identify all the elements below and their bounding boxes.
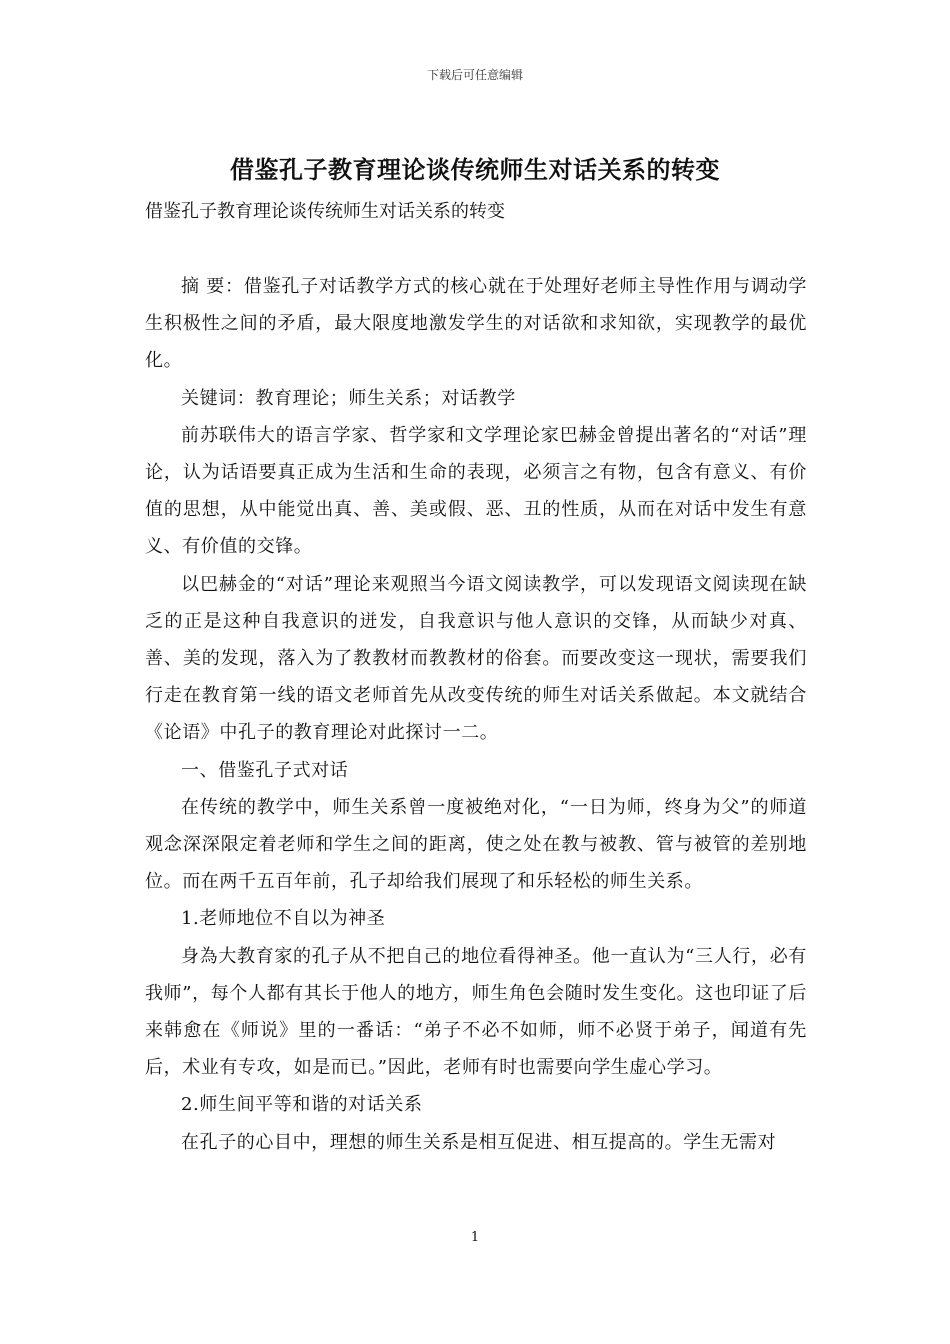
body-paragraph: 在传统的教学中，师生关系曾一度被绝对化，“一日为师，终身为父”的师道观念深深限定着老师和学生之间的距离，使之处在教与被教、管与被管的差别地位。而在两千五百年前，孔子却给我们展现了和乐轻松的师生关系。 — [145, 796, 807, 893]
document-subtitle: 借鉴孔子教育理论谈传统师生对话关系的转变 — [145, 201, 505, 222]
subsection-heading: 2.师生间平等和谐的对话关系 — [181, 1094, 423, 1116]
subsection-heading: 1.老师地位不自以为神圣 — [181, 908, 386, 930]
body-paragraph: 身為大教育家的孔子从不把自己的地位看得神圣。他一直认为“三人行，必有我师”，每个人都有其长于他人的地方，师生角色会随时发生变化。这也印证了后来韩愈在《师说》里的一番话：“弟子不必不如师，师不必贤于弟子，闻道有先后，术业有专攻，如是而已。”因此，老师有时也需要向学生虚心学习。 — [145, 945, 807, 1079]
section-heading: 一、借鉴孔子式对话 — [181, 759, 349, 781]
document-body — [145, 268, 807, 1161]
header-note: 下载后可任意编辑 — [426, 68, 523, 82]
page-number: 1 — [470, 1230, 480, 1245]
body-paragraph: 在孔子的心目中，理想的师生关系是相互促进、相互提高的。学生无需对 — [181, 1131, 777, 1153]
body-paragraph: 以巴赫金的“对话”理论来观照当今语文阅读教学，可以发现语文阅读现在缺乏的正是这种自我意识的迸发，自我意识与他人意识的交锋，从而缺少对真、善、美的发现，落入为了教教材而教教材的俗套。而要改变这一现状，需要我们行走在教育第一线的语文老师首先从改变传统的师生对话关系做起。本文就结合《论语》中孔子的教育理论对此探讨一二。 — [145, 573, 807, 744]
keywords-paragraph: 关键词：教育理论；师生关系；对话教学 — [181, 387, 516, 409]
body-paragraph: 前苏联伟大的语言学家、哲学家和文学理论家巴赫金曾提出著名的“对话”理论，认为话语要真正成为生活和生命的表现，必须言之有物，包含有意义、有价值的思想，从中能觉出真、善、美或假、恶、丑的性质，从而在对话中发生有意义、有价值的交锋。 — [145, 424, 807, 558]
document-title: 借鉴孔子教育理论谈传统师生对话关系的转变 — [230, 155, 720, 184]
abstract-paragraph: 摘 要：借鉴孔子对话教学方式的核心就在于处理好老师主导性作用与调动学生积极性之间的矛盾，最大限度地激发学生的对话欲和求知欲，实现教学的最优化。 — [145, 276, 807, 372]
